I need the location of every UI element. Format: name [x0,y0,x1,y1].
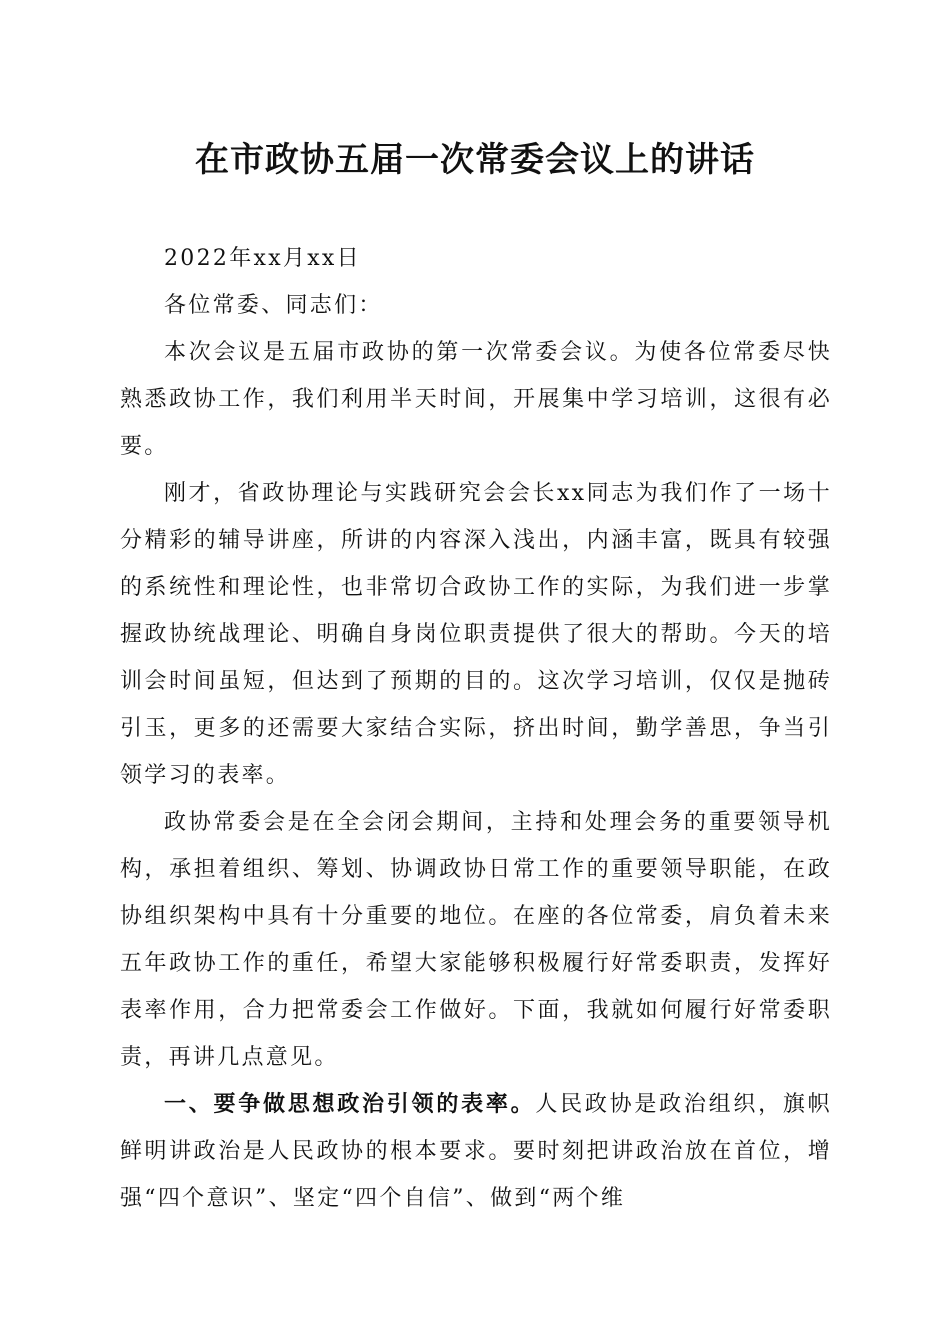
document-title: 在市政协五届一次常委会议上的讲话 [195,140,755,180]
document-body [120,235,832,1222]
section-one-heading: 一、要争做思想政治引领的表率。 [164,1092,536,1117]
paragraph-standing-committee: 政协常委会是在全会闭会期间，主持和处理会务的重要领导机构，承担着组织、筹划、协调政协日常工作的重要领导职能，在政协组织架构中具有十分重要的地位。在座的各位常委，肩负着未来五年政协工作的重任，希望大家能够积极履行好常委职责，发挥好表率作用，合力把常委会工作做好。下面，我就如何履行好常委职责，再讲几点意见。 [120,810,832,1070]
date-line: 2022年xx月xx日 [164,246,361,271]
section-one-paragraph [120,1081,832,1222]
section-one-text: 人民政协是政治组织，旗帜鲜明讲政治是人民政协的根本要求。要时刻把讲政治放在首位，增强“四个意识”、坚定“四个自信”、做到“两个维 [120,1092,832,1211]
paragraph-intro: 本次会议是五届市政协的第一次常委会议。为使各位常委尽快熟悉政协工作，我们利用半天时间，开展集中学习培训，这很有必要。 [120,340,832,459]
salutation: 各位常委、同志们： [164,293,383,318]
paragraph-lecture: 刚才，省政协理论与实践研究会会长xx同志为我们作了一场十分精彩的辅导讲座，所讲的内容深入浅出，内涵丰富，既具有较强的系统性和理论性，也非常切合政协工作的实际，为我们进一步掌握政协统战理论、明确自身岗位职责提供了很大的帮助。今天的培训会时间虽短，但达到了预期的目的。这次学习培训，仅仅是抛砖引玉，更多的还需要大家结合实际，挤出时间，勤学善思，争当引领学习的表率。 [120,481,832,788]
